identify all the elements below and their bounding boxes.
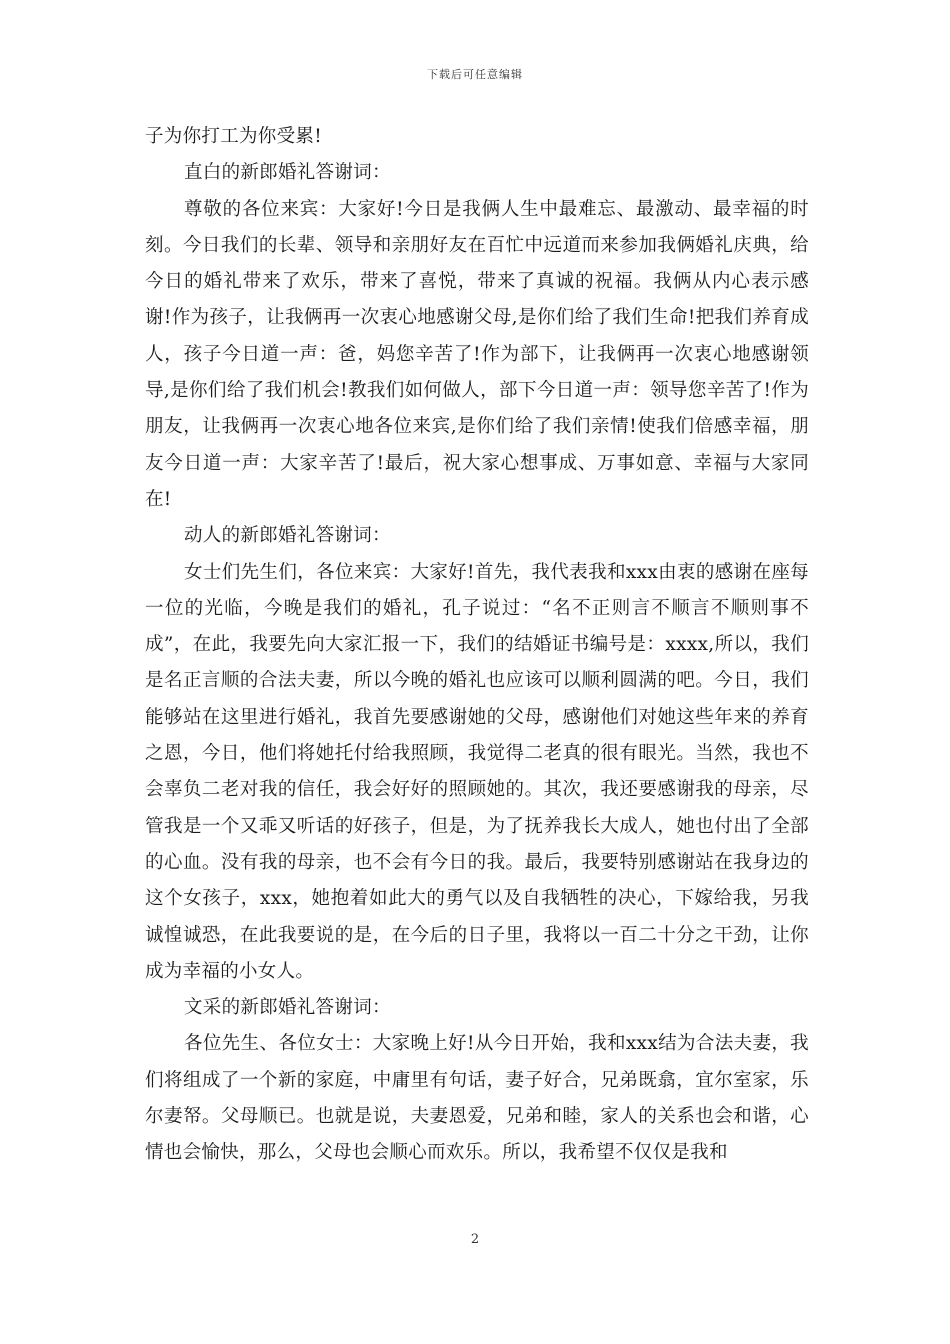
paragraph-moving-speech: 女士们先生们，各位来宾：大家好!首先，我代表我和xxx由衷的感谢在座每一位的光临，今晚是我们的婚礼，孔子说过：“名不正则言不顺言不顺则事不成”，在此，我要先向大家汇报一下，我们的结婚证书编号是：xxxx,所以，我们是名正言顺的合法夫妻，所以今晚的婚礼也应该可以顺利圆满的吧。今日，我们能够站在这里进行婚礼，我首先要感谢她的父母，感谢他们对她这些年来的养育之恩，今日，他们将她托付给我照顾，我觉得二老真的很有眼光。当然，我也不会辜负二老对我的信任，我会好好的照顾她的。其次，我还要感谢我的母亲，尽管我是一个又乖又听话的好孩子，但是，为了抚养我长大成人，她也付出了全部的心血。没有我的母亲，也不会有今日的我。最后，我要特别感谢站在我身边的这个女孩子，xxx，她抱着如此大的勇气以及自我牺牲的决心，下嫁给我，另我诚惶诚恐，在此我要说的是，在今后的日子里，我将以一百二十分之干劲，让你成为幸福的小女人。 [145, 561, 809, 982]
page-number: 2 [470, 1232, 480, 1247]
paragraph-continuation: 子为你打工为你受累! [145, 126, 322, 147]
section-heading-literary: 文采的新郎婚礼答谢词： [184, 997, 391, 1019]
section-heading-plain: 直白的新郎婚礼答谢词： [184, 162, 391, 184]
paragraph-plain-speech: 尊敬的各位来宾：大家好!今日是我俩人生中最难忘、最激动、最幸福的时刻。今日我们的长辈、领导和亲朋好友在百忙中远道而来参加我俩婚礼庆典，给今日的婚礼带来了欢乐，带来了喜悦，带来了真诚的祝福。我俩从内心表示感谢!作为孩子，让我俩再一次衷心地感谢父母,是你们给了我们生命!把我们养育成人，孩子今日道一声：爸，妈您辛苦了!作为部下，让我俩再一次衷心地感谢领导,是你们给了我们机会!教我们如何做人，部下今日道一声：领导您辛苦了!作为朋友，让我俩再一次衷心地各位来宾,是你们给了我们亲情!使我们倍感幸福，朋友今日道一声：大家辛苦了!最后，祝大家心想事成、万事如意、幸福与大家同在! [145, 198, 809, 510]
section-heading-moving: 动人的新郎婚礼答谢词： [184, 525, 391, 547]
document-body [145, 119, 809, 1172]
paragraph-literary-speech: 各位先生、各位女士：大家晚上好!从今日开始，我和xxx结为合法夫妻，我们将组成了一个新的家庭，中庸里有句话，妻子好合，兄弟既翕，宜尔室家，乐尔妻帑。父母顺已。也就是说，夫妻恩爱，兄弟和睦，家人的关系也会和谐，心情也会愉快，那么，父母也会顺心而欢乐。所以，我希望不仅仅是我和 [145, 1033, 809, 1164]
page-header: 下载后可任意编辑 [427, 68, 523, 81]
